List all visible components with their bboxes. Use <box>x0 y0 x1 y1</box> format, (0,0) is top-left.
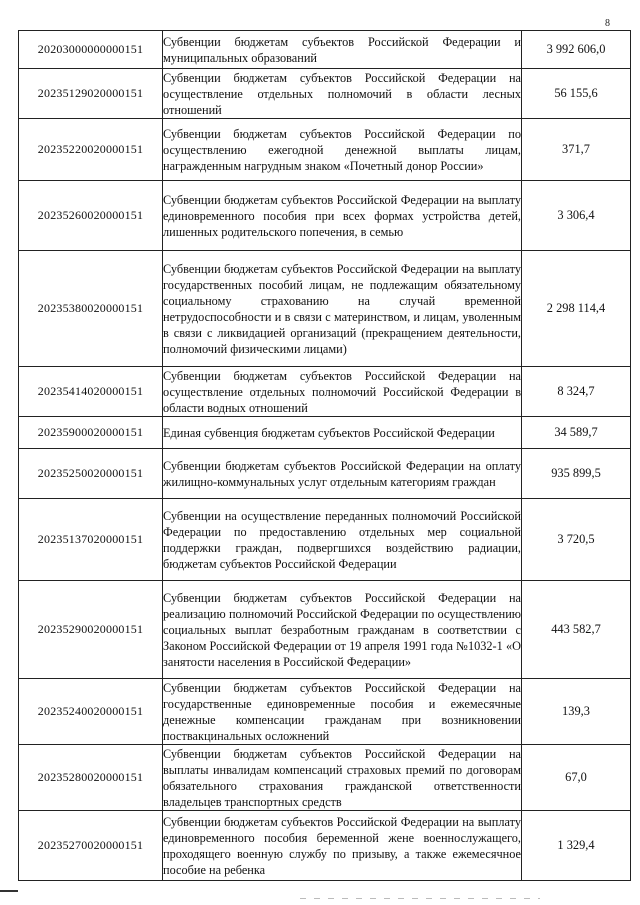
table-row <box>19 745 631 811</box>
table-row <box>19 69 631 119</box>
description-cell: Субвенции бюджетам субъектов Российской Федерации по осуществлению ежегодной денежной выплаты лицам, награжденным нагрудным знаком «Почетный донор России» <box>163 119 522 181</box>
budget-code-cell: 20235380020000151 <box>19 251 163 367</box>
table-row <box>19 499 631 581</box>
table-row <box>19 367 631 417</box>
table-row <box>19 449 631 499</box>
budget-code-cell: 20235280020000151 <box>19 745 163 811</box>
description-cell: Субвенции на осуществление переданных полномочий Российской Федерации по предоставлению отдельных мер социальной поддержки граждан, подвергшихся воздействию радиации, бюджетам субъектов Российской Федерации <box>163 499 522 581</box>
table-body <box>19 31 631 881</box>
amount-cell: 139,3 <box>522 679 631 745</box>
amount-cell: 8 324,7 <box>522 367 631 417</box>
description-cell: Субвенции бюджетам субъектов Российской Федерации на реализацию полномочий Российской Федерации по осуществлению социальных выплат безработным гражданам в соответствии с Законом Российской Федерации от 19 апреля 1991 года №1032-1 «О занятости населения в Российской Федерации» <box>163 581 522 679</box>
amount-cell: 3 306,4 <box>522 181 631 251</box>
budget-code-cell: 20235250020000151 <box>19 449 163 499</box>
description-cell: Субвенции бюджетам субъектов Российской Федерации и муниципальных образований <box>163 31 522 69</box>
budget-code-cell: 20235260020000151 <box>19 181 163 251</box>
budget-code-cell: 20235900020000151 <box>19 417 163 449</box>
description-cell: Субвенции бюджетам субъектов Российской Федерации на осуществление отдельных полномочий в области лесных отношений <box>163 70 521 117</box>
description-cell: Субвенции бюджетам субъектов Российской Федерации на выплату единовременного пособия при всех формах устройства детей, лишенных родительского попечения, в семью <box>163 181 522 251</box>
table-row <box>19 417 631 449</box>
margin-mark <box>0 890 18 892</box>
budget-code-cell: 20203000000000151 <box>19 31 163 69</box>
table-row <box>19 251 631 367</box>
description-cell: Субвенции бюджетам субъектов Российской Федерации на выплату государственных пособий лицам, не подлежащим обязательному социальному страхованию на случай временной нетрудоспособности и в связи с материнством, и лицам, уволенным в связи с ликвидацией организаций (прекращением деятельности, полномочий физическими лицами) <box>163 251 522 367</box>
amount-cell: 371,7 <box>522 119 631 181</box>
budget-code-cell: 20235270020000151 <box>19 811 163 881</box>
budget-code-cell: 20235129020000151 <box>19 69 163 119</box>
budget-table <box>18 30 631 881</box>
scan-artifact <box>300 898 540 899</box>
table-row <box>19 581 631 679</box>
table-row <box>19 119 631 181</box>
table-row <box>19 181 631 251</box>
budget-code-cell: 20235137020000151 <box>19 499 163 581</box>
budget-code-cell: 20235414020000151 <box>19 367 163 417</box>
description-cell: Субвенции бюджетам субъектов Российской Федерации на государственные единовременные пособия и ежемесячные денежные компенсации гражданам при возникновении поствакцинальных осложнений <box>163 680 521 743</box>
amount-cell: 2 298 114,4 <box>522 251 631 367</box>
table-row <box>19 811 631 881</box>
budget-code-cell: 20235240020000151 <box>19 679 163 745</box>
table-row <box>19 679 631 745</box>
description-cell: Субвенции бюджетам субъектов Российской Федерации на оплату жилищно-коммунальных услуг отдельным категориям граждан <box>163 449 522 499</box>
amount-cell: 3 720,5 <box>522 499 631 581</box>
budget-code-cell: 20235220020000151 <box>19 119 163 181</box>
amount-cell: 443 582,7 <box>522 581 631 679</box>
amount-cell: 67,0 <box>522 745 631 811</box>
table-row <box>19 31 631 69</box>
description-cell: Субвенции бюджетам субъектов Российской Федерации на выплаты инвалидам компенсаций страховых премий по договорам обязательного страхования гражданской ответственности владельцев транспортных средств <box>163 746 521 809</box>
amount-cell: 935 899,5 <box>522 449 631 499</box>
amount-cell: 3 992 606,0 <box>522 31 631 69</box>
page-number: 8 <box>605 18 610 29</box>
description-cell: Единая субвенция бюджетам субъектов Российской Федерации <box>163 417 522 449</box>
description-cell: Субвенции бюджетам субъектов Российской Федерации на осуществление отдельных полномочий Российской Федерации в области водных отношений <box>163 368 521 415</box>
budget-code-cell: 20235290020000151 <box>19 581 163 679</box>
amount-cell: 56 155,6 <box>522 69 631 119</box>
amount-cell: 34 589,7 <box>522 417 631 449</box>
description-cell: Субвенции бюджетам субъектов Российской Федерации на выплату единовременного пособия беременной жене военнослужащего, проходящего военную службу по призыву, а также ежемесячное пособие на ребенка <box>163 811 522 881</box>
amount-cell: 1 329,4 <box>522 811 631 881</box>
